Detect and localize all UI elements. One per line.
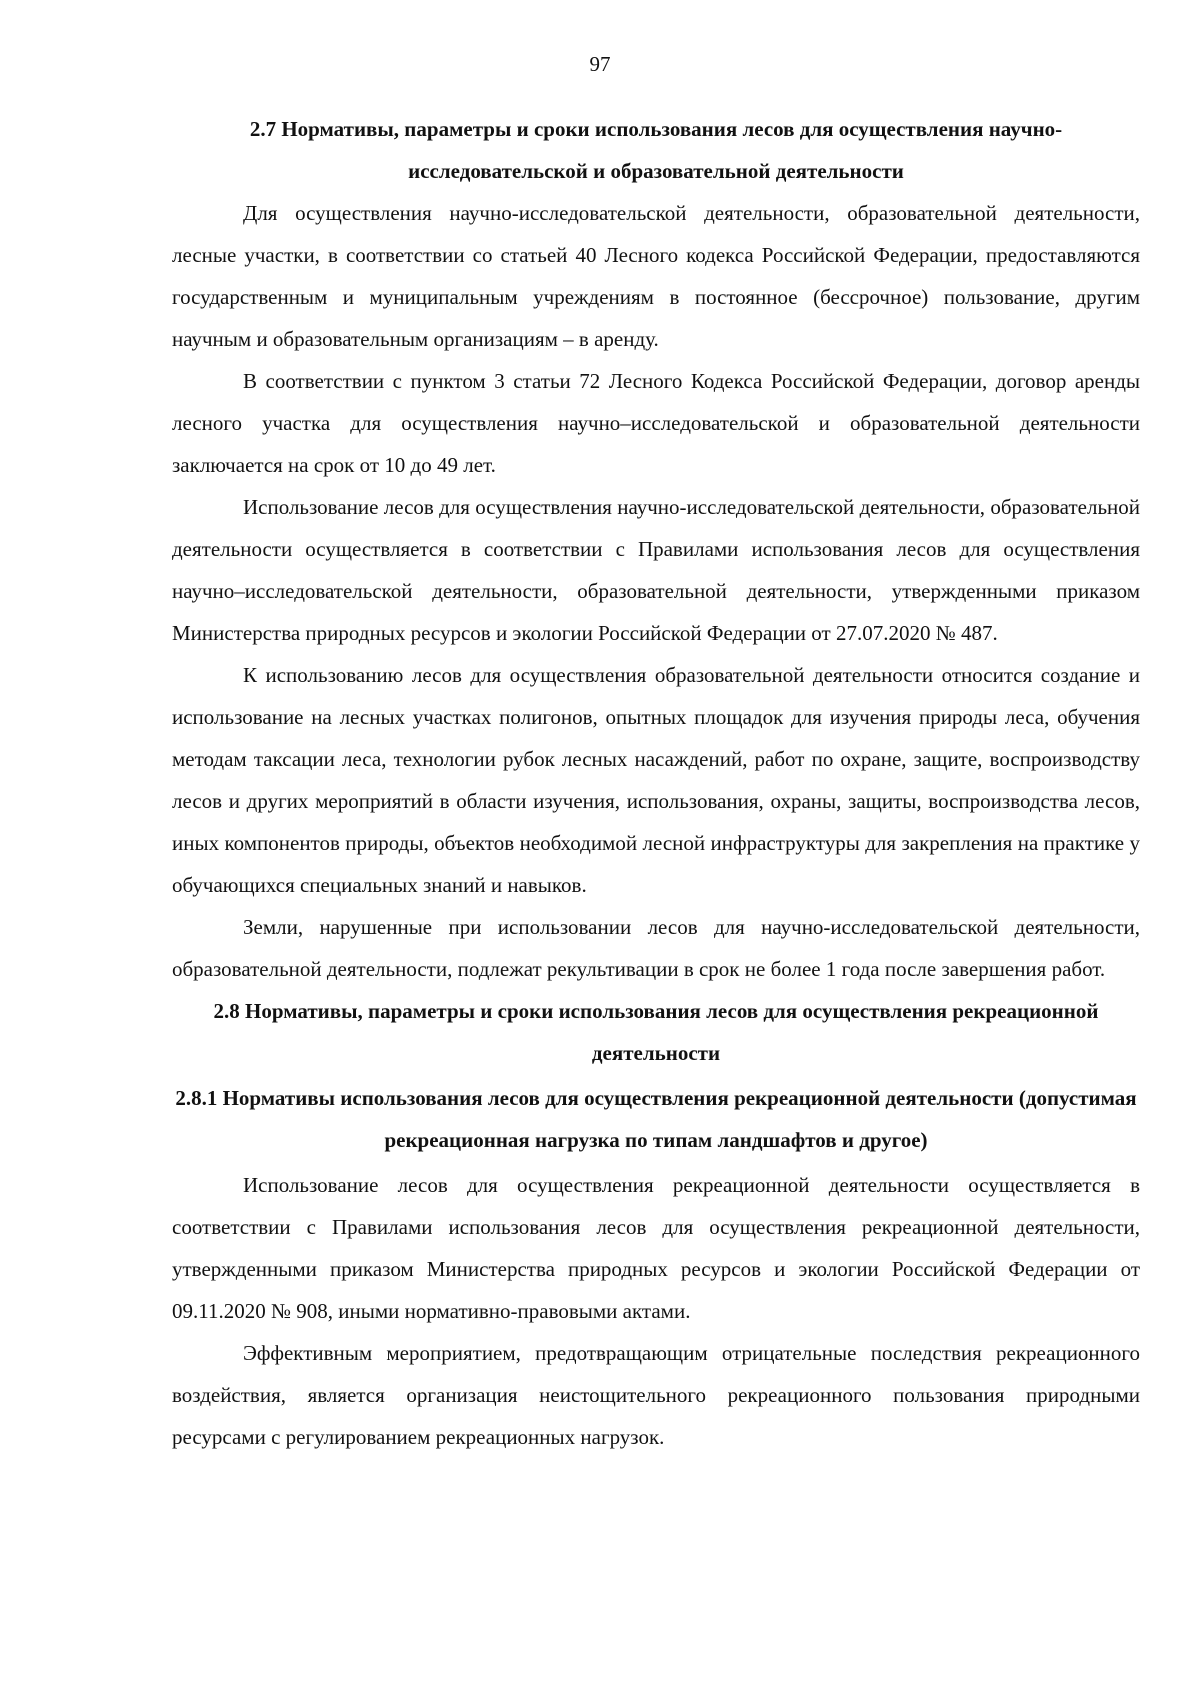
paragraph: Земли, нарушенные при использовании лесов для научно-исследовательской деятельности, образовательной деятельности, подлежат рекультивации в срок не более 1 года после завершения работ. [172,915,1140,981]
section-heading-2-8: 2.8 Нормативы, параметры и сроки использования лесов для осуществления рекреационной деятельности [213,999,1099,1065]
paragraph: Для осуществления научно-исследовательской деятельности, образовательной деятельности, лесные участки, в соответствии со статьей 40 Лесного кодекса Российской Федерации, предоставляются государственным и муниципальным учреждениям в постоянное (бессрочное) пользование, другим научным и образовательным организациям – в аренду. [172,201,1140,351]
section-heading-2-8-1: 2.8.1 Нормативы использования лесов для осуществления рекреационной деятельности (допустимая рекреационная нагрузка по типам ландшафтов и другое) [175,1086,1137,1152]
paragraph: Использование лесов для осуществления научно-исследовательской деятельности, образовательной деятельности осуществляется в соответствии с Правилами использования лесов для осуществления научно–исследовательской деятельности, образовательной деятельности, утвержденными приказом Министерства природных ресурсов и экологии Российской Федерации от 27.07.2020 № 487. [172,495,1140,645]
paragraph: Эффективным мероприятием, предотвращающим отрицательные последствия рекреационного воздействия, является организация неистощительного рекреационного пользования природными ресурсами с регулированием рекреационных нагрузок. [172,1341,1140,1449]
paragraph: Использование лесов для осуществления рекреационной деятельности осуществляется в соответствии с Правилами использования лесов для осуществления рекреационной деятельности, утвержденными приказом Министерства природных ресурсов и экологии Российской Федерации от 09.11.2020 № 908, иными нормативно-правовыми актами. [172,1173,1140,1323]
page-content [172,108,1140,1458]
page-number: 97 [589,52,611,76]
paragraph: К использованию лесов для осуществления образовательной деятельности относится создание и использование на лесных участках полигонов, опытных площадок для изучения природы леса, обучения методам таксации леса, технологии рубок лесных насаждений, работ по охране, защите, воспроизводству лесов и других мероприятий в области изучения, использования, охраны, защиты, воспроизводства лесов, иных компонентов природы, объектов необходимой лесной инфраструктуры для закрепления на практике у обучающихся специальных знаний и навыков. [172,663,1140,897]
section-heading-2-7: 2.7 Нормативы, параметры и сроки использования лесов для осуществления научно-исследовательской и образовательной деятельности [249,117,1063,183]
paragraph: В соответствии с пунктом 3 статьи 72 Лесного Кодекса Российской Федерации, договор аренды лесного участка для осуществления научно–исследовательской и образовательной деятельности заключается на срок от 10 до 49 лет. [172,369,1140,477]
